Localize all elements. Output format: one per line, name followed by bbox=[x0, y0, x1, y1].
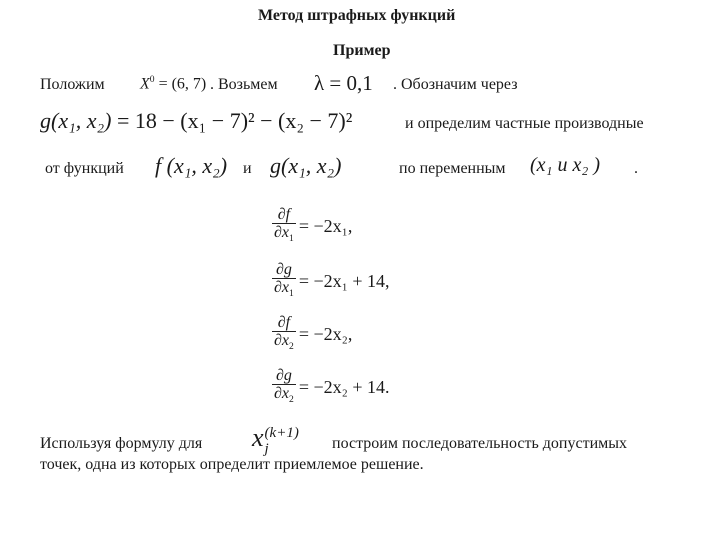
text-i: и bbox=[243, 160, 252, 177]
xj-superscript: (k+1) bbox=[264, 425, 299, 441]
text-tochek: точек, одна из которых определит приемлемое решение. bbox=[40, 456, 424, 473]
fraction bbox=[272, 206, 296, 247]
g-symbol: g bbox=[40, 108, 51, 133]
derivative-df-dx1 bbox=[272, 206, 352, 247]
formula-g: g(x₁, x₂) bbox=[270, 153, 342, 178]
text-postroim: построим последовательность допустимых bbox=[332, 435, 628, 452]
rhs: = −2x₁ + 14, bbox=[298, 271, 390, 292]
denominator: $\partial x_1$ bbox=[274, 279, 294, 300]
formula-f: f (x₁, x₂) bbox=[155, 153, 228, 178]
text-po-peremennym: по переменным bbox=[399, 160, 506, 177]
fraction bbox=[272, 367, 296, 408]
denominator: $\partial x_2$ bbox=[274, 385, 294, 406]
slide-title: Метод штрафных функций bbox=[258, 7, 456, 24]
formula-g-definition bbox=[40, 108, 352, 134]
numerator: ∂g bbox=[275, 261, 292, 278]
formula-variables: (x₁ и x₂ ) bbox=[530, 154, 600, 176]
period: . bbox=[634, 160, 638, 177]
g-arguments: (x₁, x₂) bbox=[51, 108, 112, 133]
numerator: ∂g bbox=[275, 367, 292, 384]
rhs: = −2x₁, bbox=[298, 216, 353, 237]
derivative-dg-dx1 bbox=[272, 261, 390, 302]
xj-subscript: j bbox=[264, 441, 269, 457]
xj-base: x bbox=[252, 423, 264, 452]
derivative-dg-dx2 bbox=[272, 367, 390, 408]
fraction bbox=[272, 261, 296, 302]
text-polozhim: Положим bbox=[40, 76, 105, 93]
rhs: = −2x₂, bbox=[298, 324, 353, 345]
x0-superscript: 0 bbox=[149, 74, 155, 85]
text-ot-funkciy: от функций bbox=[45, 160, 124, 177]
text-ispolzuya: Используя формулу для bbox=[40, 435, 203, 452]
fraction bbox=[272, 314, 296, 355]
slide-subtitle: Пример bbox=[333, 42, 391, 59]
x0-symbol: X bbox=[140, 75, 150, 93]
x0-value: = (6, 7) bbox=[154, 75, 207, 93]
g-expression: = 18 − (x₁ − 7)² − (x₂ − 7)² bbox=[116, 108, 353, 133]
denominator: $\partial x_1$ bbox=[274, 224, 294, 245]
numerator: ∂f bbox=[277, 314, 291, 331]
text-opredelim: и определим частные производные bbox=[405, 115, 644, 132]
numerator: ∂f bbox=[277, 206, 291, 223]
text-oboznachim: . Обозначим через bbox=[393, 76, 518, 93]
formula-xj bbox=[252, 425, 299, 457]
denominator: $\partial x_2$ bbox=[274, 332, 294, 353]
derivative-df-dx2 bbox=[272, 314, 352, 355]
rhs: = −2x₂ + 14. bbox=[298, 377, 390, 398]
formula-x0 bbox=[140, 74, 206, 93]
text-vozmem: . Возьмем bbox=[210, 76, 278, 93]
formula-lambda: λ = 0,1 bbox=[314, 71, 373, 95]
